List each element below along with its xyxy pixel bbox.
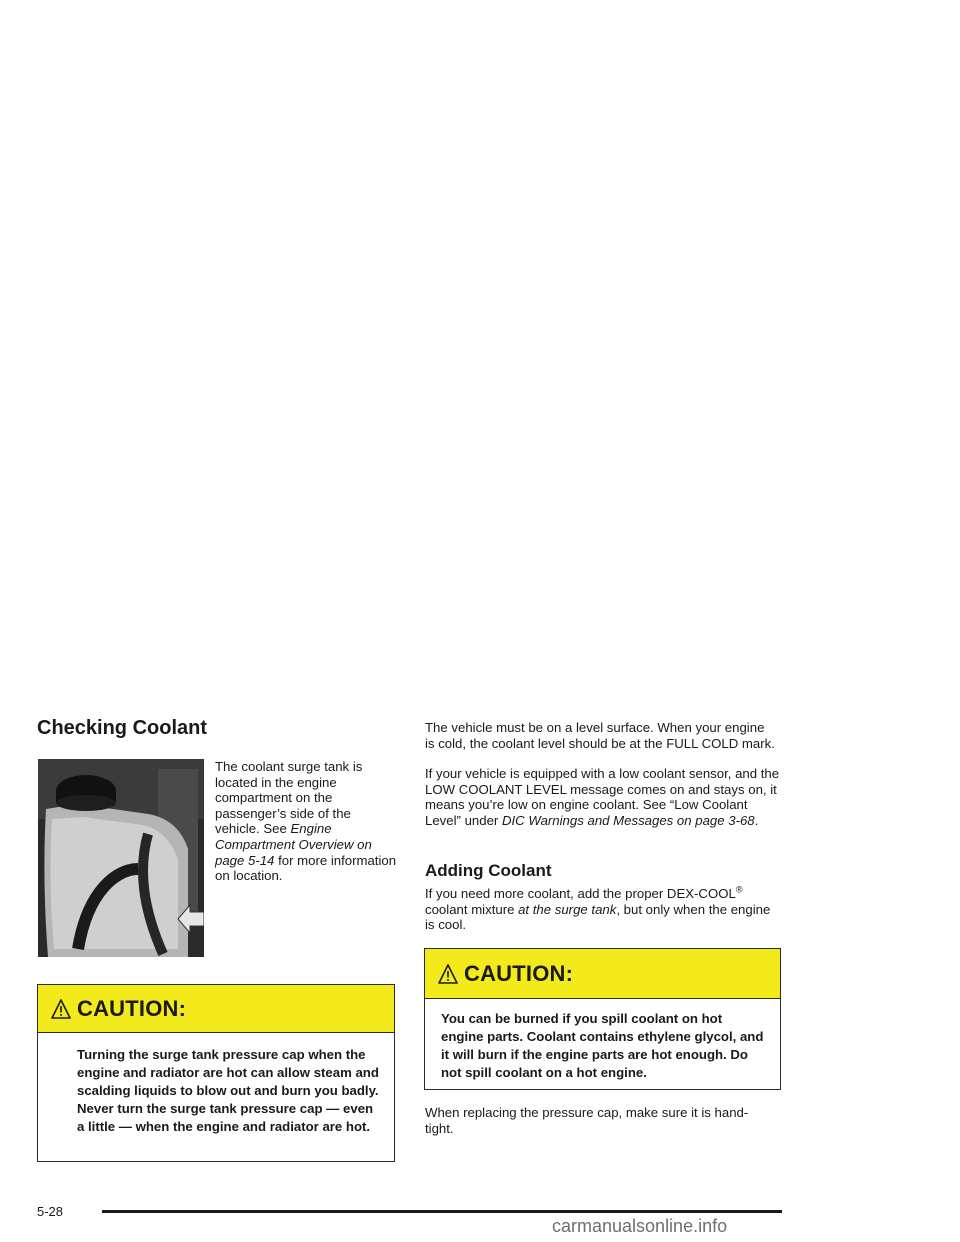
caution-body: You can be burned if you spill coolant on hot engine parts. Coolant contains ethylene glycol, and it will burn if the engine parts are hot enough. Do not spill coolant on a hot engine. — [441, 1011, 764, 1080]
section-title: Checking Coolant — [37, 717, 208, 739]
registered-mark: ® — [735, 884, 743, 895]
warning-triangle-icon — [438, 963, 458, 985]
engine-compartment-reference[interactable]: Engine Compartment Overview on page 5-14 — [215, 821, 372, 868]
adding-coolant-paragraph: If you need more coolant, add the proper DEX-COOL® coolant mixture at the surge tank, but only when the engine is cool. — [425, 884, 771, 933]
caution-header — [38, 985, 394, 1033]
caution-heading: CAUTION: — [464, 960, 574, 986]
caution-body: Turning the surge tank pressure cap when the engine and radiator are hot can allow steam and scalding liquids to blow out and burn you badly. Never turn the surge tank pressure cap — even a little — when the engine and radiator are hot. — [77, 1047, 379, 1134]
footer-rule — [102, 1210, 782, 1213]
caution-box-surge-tank — [37, 984, 395, 1162]
caution-box-spill — [424, 948, 781, 1090]
coolant-surge-tank-photo — [38, 759, 204, 957]
dic-warnings-reference[interactable]: DIC Warnings and Messages on page 3-68 — [501, 812, 755, 828]
low-coolant-paragraph: If your vehicle is equipped with a low coolant sensor, and the LOW COOLANT LEVEL message comes on and stays on, it means you’re low on engine coolant. See “Low Coolant Level” under DIC Warnings and Messages on page 3-68. — [425, 766, 780, 828]
level-surface-paragraph: The vehicle must be on a level surface. When your engine is cold, the coolant level should be at the FULL COLD mark. — [425, 720, 775, 751]
watermark: carmanualsonline.info — [552, 1216, 728, 1236]
pressure-cap-paragraph: When replacing the pressure cap, make sure it is hand-tight. — [425, 1105, 749, 1136]
caution-heading: CAUTION: — [77, 995, 187, 1021]
warning-triangle-icon — [51, 998, 71, 1020]
intro-paragraph: The coolant surge tank is located in the engine compartment on the passenger’s side of the vehicle. See Engine Compartment Overview on page 5-14 for more information on location. — [215, 759, 397, 884]
page-number: 5-28 — [37, 1204, 64, 1219]
caution-header — [425, 949, 780, 999]
adding-coolant-title: Adding Coolant — [425, 861, 552, 880]
